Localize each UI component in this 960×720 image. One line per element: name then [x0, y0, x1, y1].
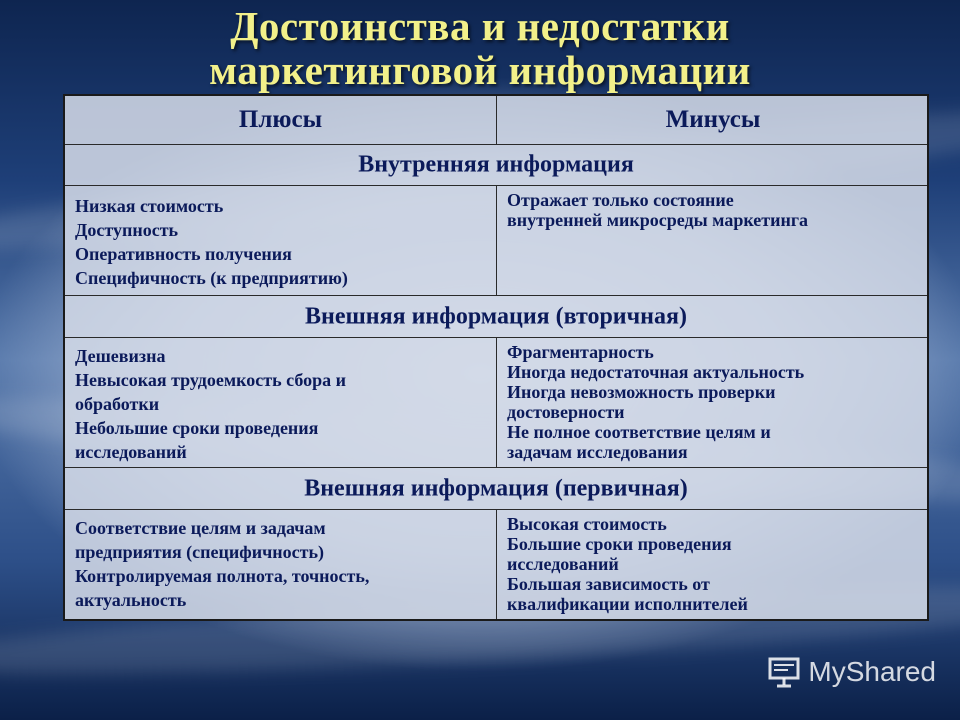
list-item: актуальность	[75, 590, 187, 610]
list-item: исследований	[75, 442, 187, 462]
presentation-board-icon	[766, 654, 802, 690]
pros-cons-table	[63, 94, 929, 621]
pros-cell-external-secondary	[65, 338, 497, 467]
list-item: Низкая стоимость	[75, 196, 224, 216]
list-item: достоверности	[507, 402, 625, 422]
list-item: Не полное соответствие целям и	[507, 422, 771, 442]
pros-list-external-secondary	[65, 338, 496, 464]
section-title-row	[65, 468, 927, 510]
header-cell-pros	[65, 96, 497, 144]
watermark	[766, 654, 936, 690]
watermark-text: MyShared	[808, 656, 936, 687]
cons-list-external-primary	[497, 510, 929, 614]
section-content-row	[65, 510, 927, 619]
section-content-row	[65, 186, 927, 296]
cons-list-internal	[497, 186, 929, 230]
list-item: задачам исследования	[507, 442, 688, 462]
list-item: обработки	[75, 394, 160, 414]
pros-list-internal	[65, 186, 496, 290]
slide-title-line2: маркетинговой информации	[209, 47, 751, 93]
header-cons-label: Минусы	[665, 106, 761, 133]
list-item: Специфичность (к предприятию)	[75, 268, 348, 288]
section-title-external-secondary: Внешняя информация (вторичная)	[305, 303, 687, 329]
list-item: исследований	[507, 554, 619, 574]
list-item: Соответствие целям и задачам	[75, 518, 326, 538]
list-item: Невысокая трудоемкость сбора и	[75, 370, 346, 390]
cons-cell-internal	[497, 186, 929, 295]
section-title-row	[65, 145, 927, 186]
section-content-row	[65, 338, 927, 468]
slide-title	[0, 4, 960, 92]
list-item: Иногда недостаточная актуальность	[507, 362, 805, 382]
header-pros-label: Плюсы	[238, 106, 323, 133]
section-title-row	[65, 296, 927, 338]
table-header-row	[65, 96, 927, 145]
cons-list-external-secondary	[497, 338, 929, 462]
list-item: Большие сроки проведения	[507, 534, 732, 554]
pros-cell-external-primary	[65, 510, 497, 619]
slide-title-line1: Достоинства и недостатки	[230, 3, 730, 49]
section-title-internal: Внутренняя информация	[358, 151, 634, 178]
list-item: внутренней микросреды маркетинга	[507, 210, 808, 230]
list-item: Фрагментарность	[507, 342, 654, 362]
pros-cell-internal	[65, 186, 497, 295]
list-item: предприятия (специфичность)	[75, 542, 324, 562]
list-item: Иногда невозможность проверки	[507, 382, 776, 402]
list-item: Большая зависимость от	[507, 574, 710, 594]
list-item: Отражает только состояние	[507, 190, 734, 210]
header-cell-cons	[497, 96, 929, 144]
section-title-external-primary: Внешняя информация (первичная)	[304, 475, 688, 501]
list-item: Контролируемая полнота, точность,	[75, 566, 370, 586]
list-item: Оперативность получения	[75, 244, 292, 264]
list-item: Высокая стоимость	[507, 514, 667, 534]
pros-list-external-primary	[65, 510, 496, 612]
list-item: Дешевизна	[75, 346, 166, 366]
cons-cell-external-primary	[497, 510, 929, 619]
cons-cell-external-secondary	[497, 338, 929, 467]
list-item: Доступность	[75, 220, 179, 240]
list-item: Небольшие сроки проведения	[75, 418, 319, 438]
list-item: квалификации исполнителей	[507, 594, 748, 614]
